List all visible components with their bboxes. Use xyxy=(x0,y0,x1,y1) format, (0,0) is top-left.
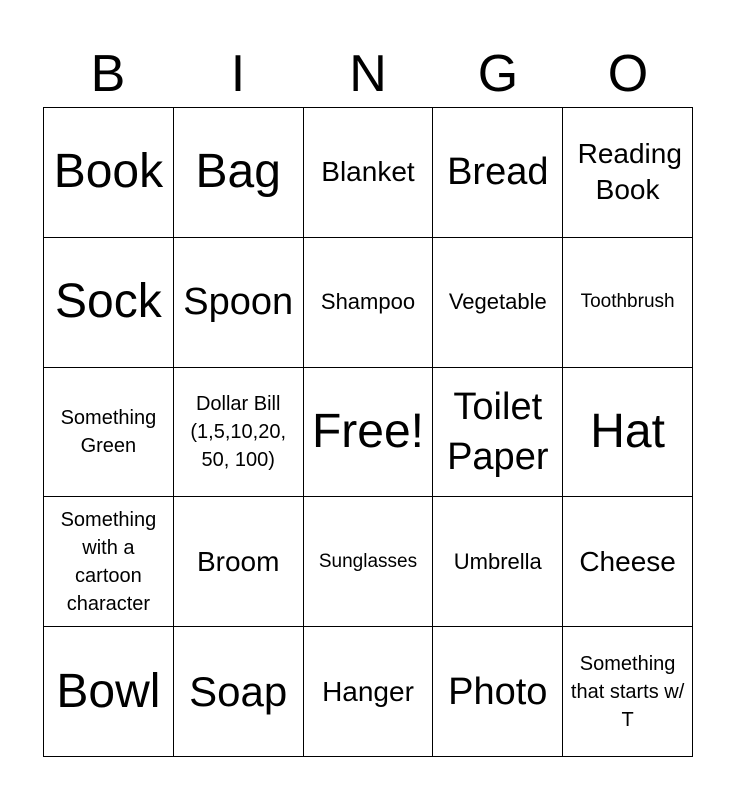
bingo-cell[interactable] xyxy=(563,368,693,498)
header-letter-b: B xyxy=(90,45,126,103)
header-letter-n: N xyxy=(349,45,387,103)
header-letter-g: G xyxy=(477,45,519,103)
cell-label: Bread xyxy=(447,151,549,194)
bingo-cell[interactable] xyxy=(44,497,174,627)
cell-label: Something Green xyxy=(60,406,157,457)
cell-label: Sunglasses xyxy=(318,550,418,572)
bingo-cell[interactable] xyxy=(563,497,693,627)
cell-label: Soap xyxy=(189,667,288,715)
bingo-cell[interactable] xyxy=(174,627,304,757)
cell-label: Hat xyxy=(590,404,665,458)
bingo-cell[interactable] xyxy=(563,108,693,238)
bingo-cell[interactable] xyxy=(304,627,434,757)
cell-label: Cheese xyxy=(579,545,676,577)
bingo-cell[interactable] xyxy=(44,368,174,498)
cell-label: Reading Book xyxy=(577,138,682,206)
cell-label: Free! xyxy=(311,404,424,458)
bingo-cell[interactable] xyxy=(433,368,563,498)
cell-label: Toilet Paper xyxy=(447,385,549,478)
bingo-cell[interactable] xyxy=(433,497,563,627)
header-letter-o: O xyxy=(607,45,649,103)
cell-label: Sock xyxy=(55,275,162,329)
cell-label: Book xyxy=(53,145,164,199)
bingo-cell[interactable] xyxy=(433,108,563,238)
bingo-cell[interactable] xyxy=(174,368,304,498)
cell-label: Something with a cartoon character xyxy=(60,508,157,615)
bingo-grid xyxy=(43,107,693,757)
bingo-cell[interactable] xyxy=(304,238,434,368)
cell-label: Something that starts w/ T xyxy=(570,652,685,731)
bingo-cell[interactable] xyxy=(174,108,304,238)
cell-label: Bowl xyxy=(56,664,161,718)
cell-label: Bag xyxy=(195,145,281,199)
bingo-cell[interactable] xyxy=(174,238,304,368)
bingo-cell[interactable] xyxy=(563,238,693,368)
bingo-cell[interactable] xyxy=(44,627,174,757)
cell-label: Vegetable xyxy=(448,289,547,315)
cell-label: Blanket xyxy=(321,156,415,188)
bingo-cell[interactable] xyxy=(433,238,563,368)
bingo-cell[interactable] xyxy=(304,108,434,238)
header-letter-i: I xyxy=(230,45,246,103)
cell-label: Photo xyxy=(448,670,548,713)
cell-label: Umbrella xyxy=(453,548,542,574)
bingo-cell[interactable] xyxy=(433,627,563,757)
cell-label: Broom xyxy=(196,545,280,577)
bingo-cell[interactable] xyxy=(563,627,693,757)
bingo-cell[interactable] xyxy=(304,497,434,627)
cell-label: Spoon xyxy=(183,281,294,324)
cell-label: Shampoo xyxy=(320,289,416,315)
free-space[interactable] xyxy=(304,368,434,498)
cell-label: Dollar Bill (1,5,10,20, 50, 100) xyxy=(190,392,286,471)
cell-label: Toothbrush xyxy=(580,291,675,313)
bingo-header xyxy=(43,40,693,108)
cell-label: Hanger xyxy=(322,675,414,707)
bingo-cell[interactable] xyxy=(44,238,174,368)
bingo-cell[interactable] xyxy=(44,108,174,238)
bingo-cell[interactable] xyxy=(174,497,304,627)
